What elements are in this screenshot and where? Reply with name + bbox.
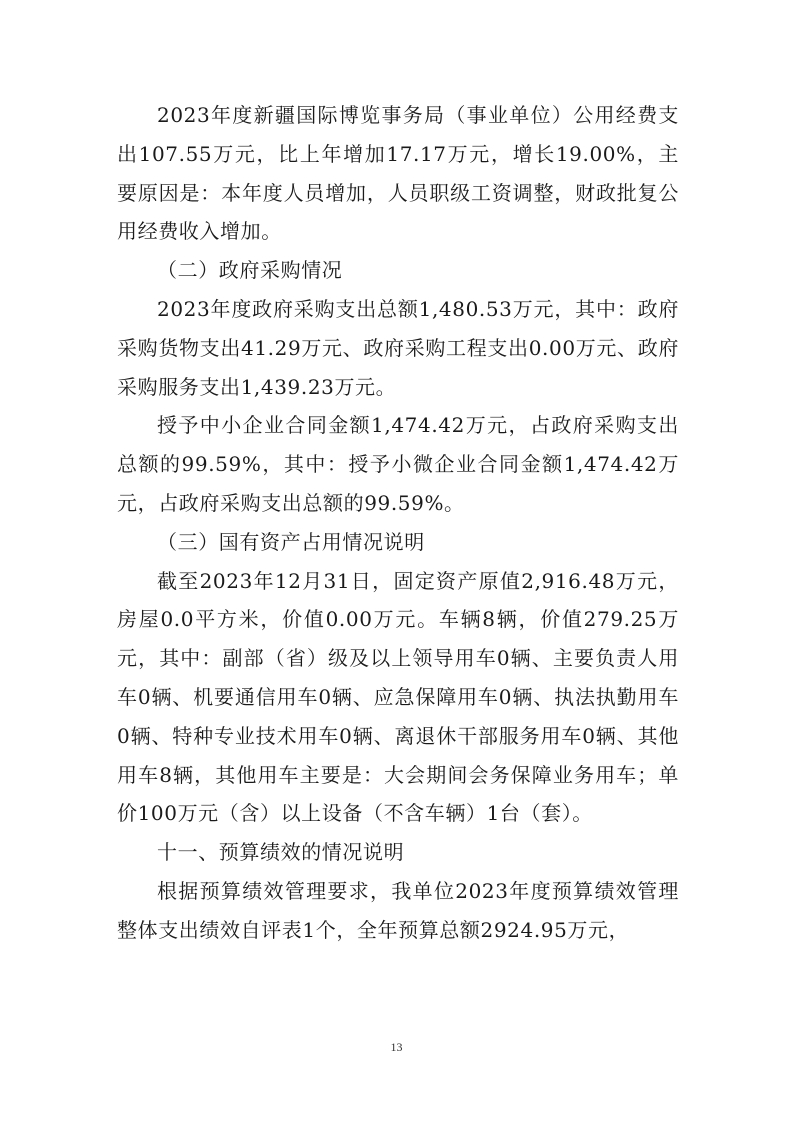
page-number: 13 bbox=[390, 1040, 403, 1054]
paragraph-public-expenses: 2023年度新疆国际博览事务局（事业单位）公用经费支出107.55万元，比上年增加17.17万元，增长19.00%，主要原因是：本年度人员增加，人员职级工资调整，财政批复公用经费收入增加。 bbox=[117, 103, 679, 244]
document-body bbox=[117, 96, 679, 950]
paragraph-procurement-total: 2023年度政府采购支出总额1,480.53万元，其中：政府采购货物支出41.29万元、政府采购工程支出0.00万元、政府采购服务支出1,439.23万元。 bbox=[117, 296, 679, 399]
paragraph-fixed-assets: 截至2023年12月31日，固定资产原值2,916.48万元，房屋0.0平方米，价值0.00万元。车辆8辆，价值279.25万元，其中：副部（省）级及以上领导用车0辆、主要负责人用车0辆、机要通信用车0辆、应急保障用车0辆、执法执勤用车0辆、特种专业技术用车0辆、离退休干部服务用车0辆、其他用车8辆，其他用车主要是：大会期间会务保障业务用车；单价100万元（含）以上设备（不含车辆）1台（套）。 bbox=[117, 568, 679, 826]
paragraph-sme-contracts: 授予中小企业合同金额1,474.42万元，占政府采购支出总额的99.59%，其中：授予小微企业合同金额1,474.42万元，占政府采购支出总额的99.59%。 bbox=[117, 413, 679, 515]
paragraph-performance-evaluation: 根据预算绩效管理要求，我单位2023年度预算绩效管理整体支出绩效自评表1个，全年预算总额2924.95万元， bbox=[117, 878, 679, 942]
heading-state-assets: （三）国有资产占用情况说明 bbox=[157, 529, 425, 554]
heading-budget-performance: 十一、预算绩效的情况说明 bbox=[157, 840, 405, 865]
heading-government-procurement: （二）政府采购情况 bbox=[157, 258, 343, 283]
